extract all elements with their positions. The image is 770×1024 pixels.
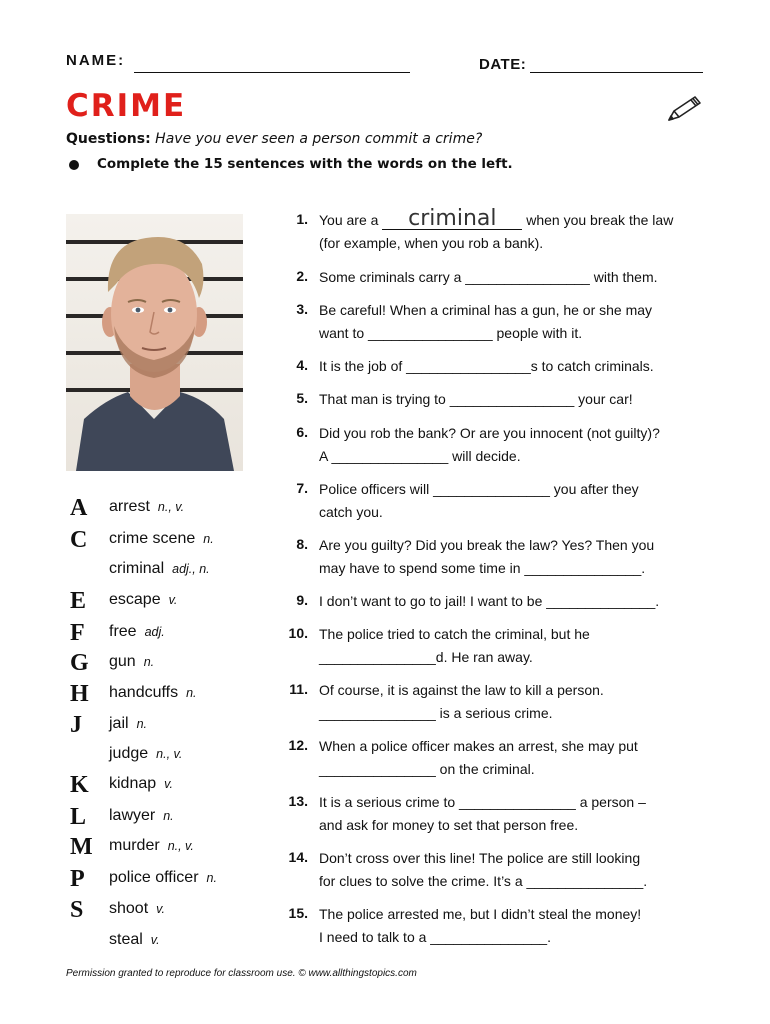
word-letter: J <box>70 712 82 738</box>
mugshot-photo <box>66 214 243 471</box>
word-pos: n., v. <box>157 500 185 514</box>
sentence-text <box>319 847 719 893</box>
sentence-line-2: and ask for money to set that person free. <box>319 817 579 833</box>
word-term: murder <box>109 837 160 854</box>
sentence-number: 6. <box>296 424 308 440</box>
word-letter: S <box>70 897 84 923</box>
sentence-number: 4. <box>296 357 308 373</box>
sentence-line-1: Are you guilty? Did you break the law? Yes? Then you <box>319 537 655 553</box>
sentence-line-2: _______________ is a serious crime. <box>319 705 553 721</box>
sentence-text <box>319 355 719 378</box>
name-blank[interactable] <box>134 72 410 73</box>
word-term: judge <box>109 745 149 762</box>
footer-credit: Permission granted to reproduce for classroom use. © www.allthingstopics.com <box>66 968 417 979</box>
sentence-text <box>319 590 719 613</box>
word-pos: v. <box>156 902 165 916</box>
word-letter: M <box>70 834 93 860</box>
sentence-line-1: That man is trying to ________________ your car! <box>319 391 633 407</box>
word-pos: n. <box>206 871 217 885</box>
sentence-text <box>319 266 719 289</box>
word-term: jail <box>109 715 129 732</box>
sentence-line-1: Don’t cross over this line! The police are still looking <box>319 850 641 866</box>
sentence-number: 12. <box>288 737 308 753</box>
word-pos: adj. <box>144 625 165 639</box>
pencil-icon <box>665 94 703 124</box>
word-pos: v. <box>164 777 173 791</box>
sentence-line-1: When a police officer makes an arrest, she may put <box>319 738 638 754</box>
word-pos: n. <box>186 686 197 700</box>
sentence-text <box>319 791 719 837</box>
word-term: police officer <box>109 869 199 886</box>
sentence-line-2: _______________ on the criminal. <box>319 761 535 777</box>
sentence-line-1: I don’t want to go to jail! I want to be ______________. <box>319 593 660 609</box>
sentence-number: 11. <box>289 681 308 697</box>
sentence-line-2: _______________d. He ran away. <box>319 649 533 665</box>
word-pos: n., v. <box>156 747 183 761</box>
word-pos: n. <box>163 809 174 823</box>
word-pos: adj., n. <box>172 562 210 576</box>
word-term: handcuffs <box>109 684 179 701</box>
date-blank[interactable] <box>530 72 703 73</box>
sentence-number: 7. <box>296 480 308 496</box>
word-term: gun <box>109 653 136 670</box>
sentence-line-1: It is a serious crime to _______________ a person – <box>319 794 646 810</box>
sentence-line-1: It is the job of ________________s to catch criminals. <box>319 358 654 374</box>
sentence-line-1: Be careful! When a criminal has a gun, he or she may <box>319 302 653 318</box>
sentence-line-1: Some criminals carry a ________________ with them. <box>319 269 658 285</box>
sentence-text <box>319 478 719 524</box>
questions-text: Have you ever seen a person commit a crime? <box>155 131 483 147</box>
word-pos: v. <box>150 933 160 947</box>
sentence-number: 14. <box>288 849 308 865</box>
word-term: shoot <box>109 900 149 917</box>
word-term: kidnap <box>109 775 157 792</box>
word-letter: P <box>70 866 85 892</box>
sentence-text <box>319 422 719 468</box>
sentence-line-2: may have to spend some time in _______________. <box>319 560 646 576</box>
sentence-suffix: when you break the law <box>522 212 674 228</box>
sentence-number: 8. <box>296 536 308 552</box>
word-letter: H <box>70 681 89 707</box>
page-title: CRIME <box>66 88 187 124</box>
word-letter: A <box>70 495 88 521</box>
word-term: steal <box>109 931 143 948</box>
sentence-number: 1. <box>296 211 308 227</box>
instruction: Complete the 15 sentences with the words on the left. <box>97 156 513 172</box>
name-label: NAME: <box>66 52 126 69</box>
word-term: escape <box>109 591 161 608</box>
word-term: arrest <box>109 498 150 515</box>
sentence-prefix: You are a <box>319 212 383 228</box>
sentence-text <box>319 206 719 255</box>
word-letter: E <box>70 588 87 614</box>
sentence-line-2: want to ________________ people with it. <box>319 325 583 341</box>
sentence-text <box>319 534 719 580</box>
sentence-line-2: I need to talk to a _______________. <box>319 929 551 945</box>
sentence-line-1: Police officers will _______________ you after they <box>319 481 639 497</box>
sentence-line-1: Of course, it is against the law to kill a person. <box>319 682 604 698</box>
word-pos: n. <box>136 717 147 731</box>
word-letter: K <box>70 772 89 798</box>
word-pos: v. <box>168 593 178 607</box>
sentence-line-1: Did you rob the bank? Or are you innocent (not guilty)? <box>319 425 660 441</box>
questions-label: Questions: <box>66 131 151 147</box>
word-letter: F <box>70 620 85 646</box>
sentence-line-1: The police tried to catch the criminal, but he <box>319 626 590 642</box>
sentence-number: 15. <box>288 905 308 921</box>
sentence-line-2: (for example, when you rob a bank). <box>319 235 544 251</box>
sentence-text <box>319 388 719 411</box>
word-term: lawyer <box>109 807 156 824</box>
word-term: criminal <box>109 560 165 577</box>
date-label: DATE: <box>479 56 527 73</box>
sentence-line-1: The police arrested me, but I didn’t steal the money! <box>319 906 642 922</box>
sentence-number: 10. <box>288 625 308 641</box>
sentence-number: 3. <box>296 301 308 317</box>
word-letter: L <box>70 804 87 830</box>
sentence-text <box>319 623 719 669</box>
word-pos: n., v. <box>167 839 194 853</box>
sentence-line-2: catch you. <box>319 504 383 520</box>
sentence-text <box>319 735 719 781</box>
word-pos: n. <box>143 655 155 669</box>
sentence-text <box>319 903 719 949</box>
word-letter: C <box>70 527 88 553</box>
sentence-number: 2. <box>296 268 308 284</box>
sentence-text <box>319 679 719 725</box>
sentence-number: 9. <box>296 592 308 608</box>
word-term: crime scene <box>109 530 196 547</box>
sentence-number: 13. <box>288 793 308 809</box>
sentence-number: 5. <box>296 390 308 406</box>
word-pos: n. <box>203 532 214 546</box>
sentence-line-2: A _______________ will decide. <box>319 448 521 464</box>
word-letter: G <box>70 650 89 676</box>
word-term: free <box>109 623 137 640</box>
bullet-icon <box>69 160 79 170</box>
sentence-text <box>319 299 719 345</box>
sentence-line-2: for clues to solve the crime. It’s a _______________. <box>319 873 648 889</box>
handwritten-answer[interactable]: criminal <box>408 206 497 231</box>
